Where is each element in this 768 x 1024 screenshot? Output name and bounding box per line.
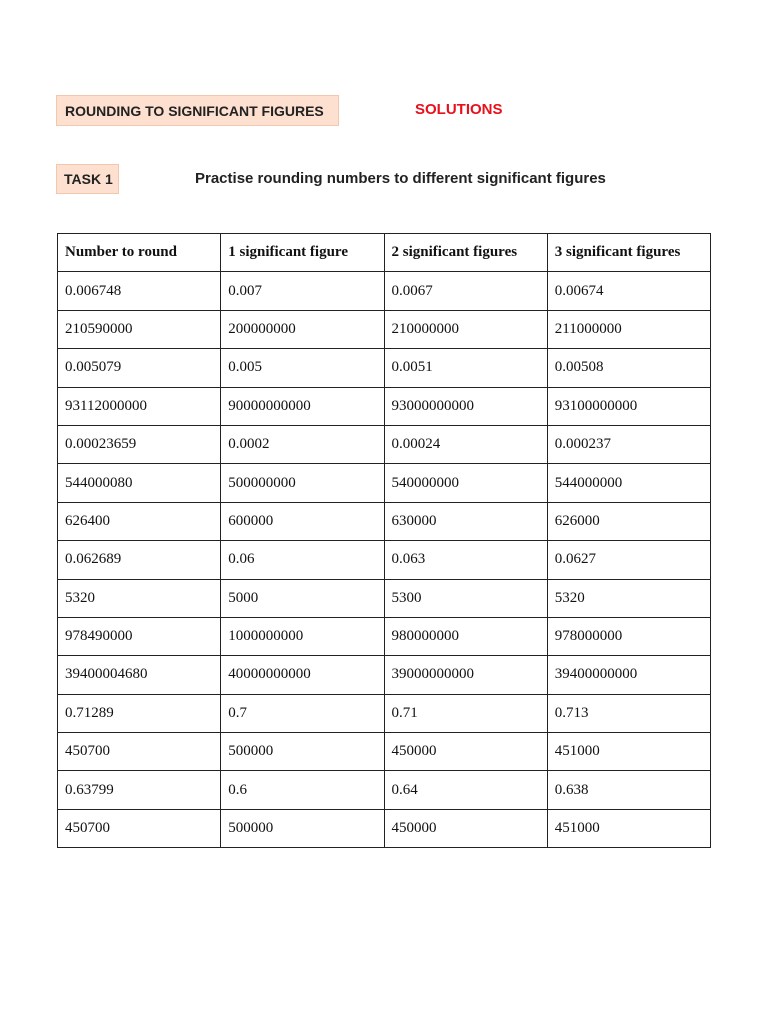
table-cell: 500000000 [221, 464, 384, 502]
table-cell: 39000000000 [384, 656, 547, 694]
table-cell: 980000000 [384, 617, 547, 655]
table-cell: 5320 [58, 579, 221, 617]
table-cell: 544000000 [547, 464, 710, 502]
table-cell: 0.0627 [547, 541, 710, 579]
task-description: Practise rounding numbers to different significant figures [195, 170, 606, 187]
table-cell: 0.00508 [547, 349, 710, 387]
table-cell: 0.06 [221, 541, 384, 579]
table-cell: 40000000000 [221, 656, 384, 694]
table-cell: 0.0002 [221, 425, 384, 463]
table-cell: 978000000 [547, 617, 710, 655]
table-cell: 90000000000 [221, 387, 384, 425]
table-row [58, 541, 711, 579]
table-cell: 450700 [58, 733, 221, 771]
table-cell: 500000 [221, 809, 384, 847]
table-cell: 0.63799 [58, 771, 221, 809]
table-cell: 211000000 [547, 310, 710, 348]
column-header: 1 significant figure [221, 234, 384, 272]
table-cell: 0.0067 [384, 272, 547, 310]
table-cell: 0.71289 [58, 694, 221, 732]
table-row [58, 771, 711, 809]
table-cell: 630000 [384, 502, 547, 540]
table-cell: 39400004680 [58, 656, 221, 694]
table-cell: 0.062689 [58, 541, 221, 579]
table-cell: 5000 [221, 579, 384, 617]
table-cell: 0.7 [221, 694, 384, 732]
table-cell: 626000 [547, 502, 710, 540]
table-cell: 0.000237 [547, 425, 710, 463]
table-header-row [58, 234, 711, 272]
table-body [58, 272, 711, 848]
table-cell: 450000 [384, 733, 547, 771]
rounding-table [57, 233, 711, 848]
table-cell: 5320 [547, 579, 710, 617]
table-cell: 451000 [547, 809, 710, 847]
table-cell: 0.006748 [58, 272, 221, 310]
table-cell: 451000 [547, 733, 710, 771]
solutions-label: SOLUTIONS [415, 101, 503, 118]
table-row [58, 617, 711, 655]
table-cell: 210590000 [58, 310, 221, 348]
table-row [58, 310, 711, 348]
column-header: 2 significant figures [384, 234, 547, 272]
column-header: 3 significant figures [547, 234, 710, 272]
table-cell: 626400 [58, 502, 221, 540]
table-row [58, 579, 711, 617]
task-label-box [56, 164, 119, 194]
table-cell: 0.64 [384, 771, 547, 809]
table-cell: 5300 [384, 579, 547, 617]
table-cell: 0.0051 [384, 349, 547, 387]
table-row [58, 733, 711, 771]
table-row [58, 502, 711, 540]
column-header: Number to round [58, 234, 221, 272]
table-cell: 0.00024 [384, 425, 547, 463]
table-cell: 600000 [221, 502, 384, 540]
table-row [58, 694, 711, 732]
table-cell: 200000000 [221, 310, 384, 348]
table-row [58, 349, 711, 387]
table-cell: 500000 [221, 733, 384, 771]
table-row [58, 809, 711, 847]
table-cell: 0.005 [221, 349, 384, 387]
table-cell: 39400000000 [547, 656, 710, 694]
table-cell: 0.063 [384, 541, 547, 579]
table-cell: 450700 [58, 809, 221, 847]
table-cell: 0.713 [547, 694, 710, 732]
table-cell: 0.6 [221, 771, 384, 809]
table-row [58, 656, 711, 694]
table-cell: 450000 [384, 809, 547, 847]
worksheet-title: ROUNDING TO SIGNIFICANT FIGURES [65, 102, 324, 119]
table-row [58, 272, 711, 310]
table-row [58, 425, 711, 463]
table-cell: 210000000 [384, 310, 547, 348]
table-cell: 544000080 [58, 464, 221, 502]
table-cell: 0.71 [384, 694, 547, 732]
table-cell: 93000000000 [384, 387, 547, 425]
table-cell: 978490000 [58, 617, 221, 655]
worksheet-title-box [56, 95, 339, 126]
table-cell: 93100000000 [547, 387, 710, 425]
table-cell: 0.638 [547, 771, 710, 809]
table-row [58, 464, 711, 502]
table-cell: 0.00023659 [58, 425, 221, 463]
table-cell: 0.007 [221, 272, 384, 310]
table-cell: 540000000 [384, 464, 547, 502]
table-row [58, 387, 711, 425]
table-cell: 1000000000 [221, 617, 384, 655]
task-label: TASK 1 [64, 171, 113, 187]
table-cell: 0.005079 [58, 349, 221, 387]
table-cell: 0.00674 [547, 272, 710, 310]
table-cell: 93112000000 [58, 387, 221, 425]
